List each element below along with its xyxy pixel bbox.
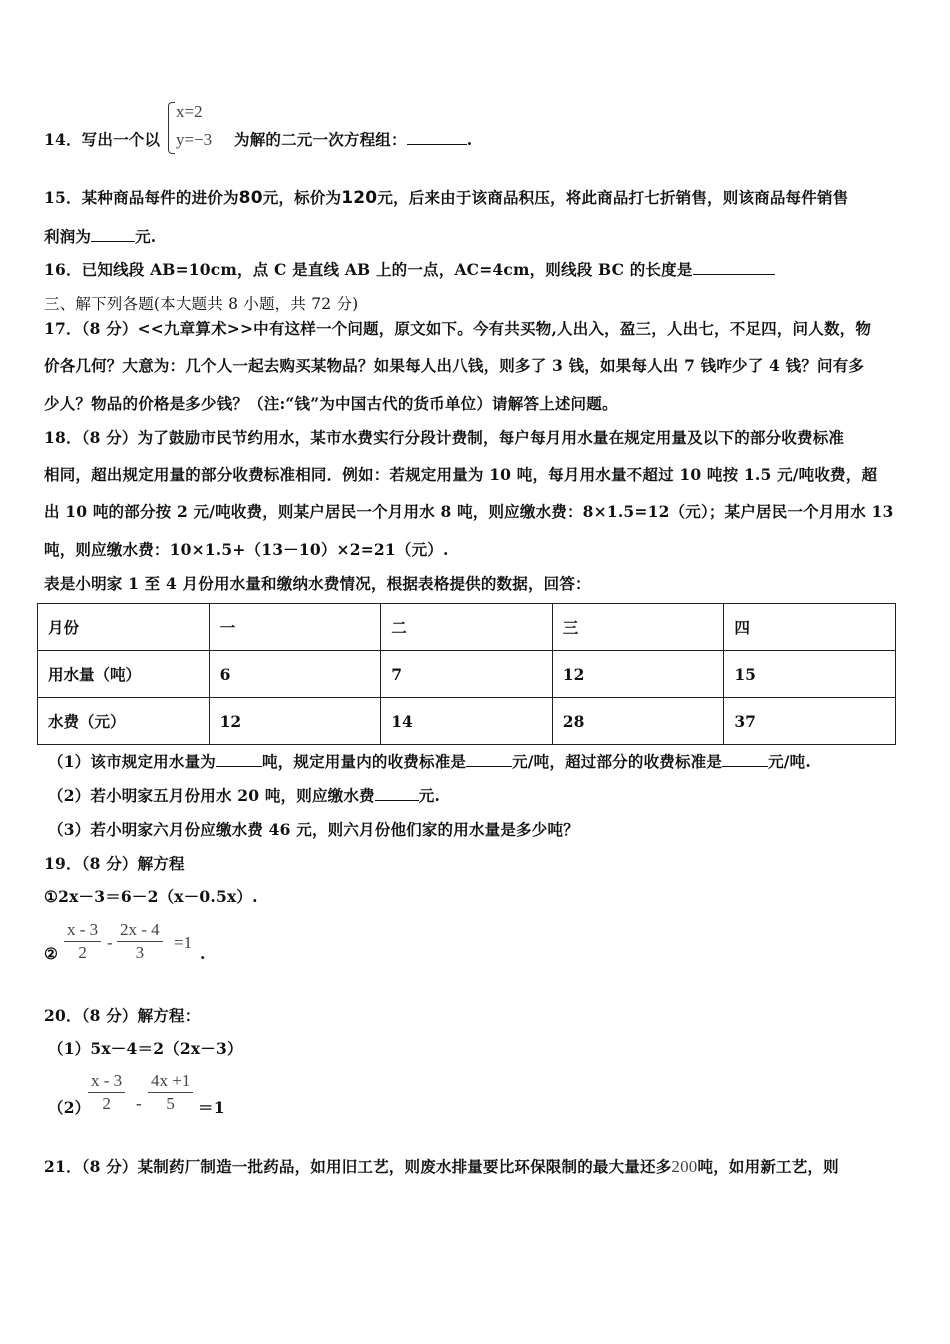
table-cell: 37 — [724, 698, 896, 745]
q20-title: 20．（8 分）解方程： — [44, 1006, 201, 1025]
table-cell: 12 — [552, 651, 724, 698]
fraction-denominator: 2 — [78, 943, 87, 962]
q21-text-a: 21．（8 分）某制药厂制造一批药品，如用旧工艺，则废水排量要比环保限制的最大量还多 — [44, 1157, 672, 1176]
minus-sign: - — [107, 933, 113, 952]
q18-sub1-d: 元/吨. — [768, 752, 811, 771]
answer-blank[interactable] — [375, 786, 419, 801]
q15-line2 — [44, 225, 156, 247]
q18-sub1-a: （1）该市规定用水量为 — [48, 752, 216, 771]
fraction-numerator: 4x +1 — [148, 1070, 193, 1093]
q16-line — [44, 258, 775, 280]
table-header-row — [38, 604, 896, 651]
q15-text-e: 元. — [135, 227, 157, 246]
fraction-numerator: x - 3 — [64, 919, 101, 942]
fraction-denominator: 5 — [166, 1094, 175, 1113]
answer-blank[interactable] — [693, 260, 775, 275]
q17-line2: 价各几何？大意为：几个人一起去购买某物品？如果每人出八钱，则多了 3 钱，如果每人出 7 钱咋少了 4 钱？问有多 — [44, 356, 865, 375]
q18-line4: 吨，则应缴水费：10×1.5+（13－10）×2=21（元）. — [44, 540, 449, 559]
q21-text-b: 吨，如用新工艺，则 — [697, 1157, 839, 1176]
q20-eq2-label: （2） — [48, 1098, 91, 1117]
q20-fraction-1 — [88, 1070, 125, 1115]
table-cell: 15 — [724, 651, 896, 698]
q18-sub1-c: 元/吨，超过部分的收费标准是 — [512, 752, 723, 771]
fraction-denominator: 3 — [135, 943, 145, 962]
equals-one: =1 — [174, 933, 193, 952]
q14-eq1: x=2 — [176, 102, 203, 121]
q15-text-d: 利润为 — [44, 227, 92, 246]
q17-line1: 17．（8 分）<<九章算术>>中有这样一个问题，原文如下。今有共买物,人出入，盈三，人出七，不足四，问人数，物 — [44, 319, 872, 338]
q14-suffix: 为解的二元一次方程组： — [234, 130, 407, 149]
q15-cost: 80 — [238, 188, 263, 208]
answer-blank[interactable] — [722, 752, 768, 767]
q18-line1: 18．（8 分）为了鼓励市民节约用水，某市水费实行分段计费制，每户每月用水量在规定用量及以下的部分收费标准 — [44, 428, 845, 447]
table-cell: 7 — [381, 651, 553, 698]
q14-equation-system — [168, 100, 234, 156]
q21-amount: 200 — [671, 1157, 698, 1176]
q16-text: 16．已知线段 AB=10cm，点 C 是直线 AB 上的一点，AC=4cm，则线段 BC 的长度是 — [44, 260, 693, 279]
table-cell: 6 — [209, 651, 381, 698]
table-cell: 四 — [724, 604, 896, 651]
q18-sub1-b: 吨，规定用量内的收费标准是 — [262, 752, 467, 771]
q14-end: . — [466, 130, 473, 149]
q18-sub1 — [48, 750, 811, 772]
table-cell: 用水量（吨） — [38, 651, 210, 698]
q20-fraction-2 — [148, 1070, 193, 1115]
answer-blank[interactable] — [466, 752, 512, 767]
fraction-numerator: x - 3 — [88, 1070, 125, 1093]
q18-table-intro: 表是小明家 1 至 4 月份用水量和缴纳水费情况，根据表格提供的数据，回答： — [44, 574, 591, 593]
q19-fraction-2 — [117, 919, 163, 964]
table-row — [38, 651, 896, 698]
q21-line — [44, 1155, 839, 1177]
answer-blank[interactable] — [91, 227, 135, 242]
q14-prefix: 14．写出一个以 — [44, 130, 161, 149]
q19-fraction-1 — [64, 919, 101, 964]
table-cell: 三 — [552, 604, 724, 651]
q15-text-b: 元，标价为 — [262, 188, 342, 207]
fraction-denominator: 2 — [102, 1094, 111, 1113]
answer-blank[interactable] — [407, 130, 467, 145]
q18-line3: 出 10 吨的部分按 2 元/吨收费，则某户居民一个月用水 8 吨，则应缴水费：8×1.5=12（元）；某户居民一个月用水 13 — [44, 502, 894, 521]
q14-suffix-line — [234, 128, 472, 150]
table-cell: 月份 — [38, 604, 210, 651]
q19-end: . — [200, 944, 206, 963]
q19-eq2-label: ② — [44, 944, 59, 963]
q18-sub3: （3）若小明家六月份应缴水费 46 元，则六月份他们家的用水量是多少吨？ — [48, 820, 579, 839]
minus-sign: - — [136, 1094, 142, 1113]
q20-rhs: ＝1 — [198, 1098, 225, 1117]
table-row — [38, 698, 896, 745]
table-cell: 14 — [381, 698, 553, 745]
table-cell: 水费（元） — [38, 698, 210, 745]
q18-sub2 — [48, 784, 440, 806]
brace-icon — [168, 102, 175, 154]
table-cell: 28 — [552, 698, 724, 745]
q14-eq2: y=−3 — [176, 130, 213, 149]
section-heading: 三、解下列各题(本大题共 8 小题，共 72 分) — [44, 295, 359, 313]
water-usage-table — [37, 603, 896, 745]
q19-title: 19．（8 分）解方程 — [44, 854, 185, 873]
q15-line1 — [44, 186, 848, 208]
q17-line3: 少人？物品的价格是多少钱？（注:“钱”为中国古代的货币单位）请解答上述问题。 — [44, 394, 618, 413]
fraction-numerator: 2x - 4 — [117, 919, 163, 942]
q15-text-a: 15．某种商品每件的进价为 — [44, 188, 239, 207]
table-cell: 二 — [381, 604, 553, 651]
q18-sub2-a: （2）若小明家五月份用水 20 吨，则应缴水费 — [48, 786, 375, 805]
answer-blank[interactable] — [216, 752, 262, 767]
q18-sub2-b: 元. — [418, 786, 441, 805]
q14-line — [44, 128, 160, 150]
table-cell: 一 — [209, 604, 381, 651]
q19-eq1: ①2x－3＝6－2（x－0.5x）. — [44, 887, 258, 906]
q15-price: 120 — [341, 188, 378, 208]
table-cell: 12 — [209, 698, 381, 745]
q20-eq1: （1）5x－4＝2（2x－3） — [48, 1039, 243, 1058]
q15-text-c: 元，后来由于该商品积压，将此商品打七折销售，则该商品每件销售 — [377, 188, 849, 207]
q18-line2: 相同，超出规定用量的部分收费标准相同．例如：若规定用量为 10 吨，每月用水量不超过 10 吨按 1.5 元/吨收费，超 — [44, 465, 878, 484]
